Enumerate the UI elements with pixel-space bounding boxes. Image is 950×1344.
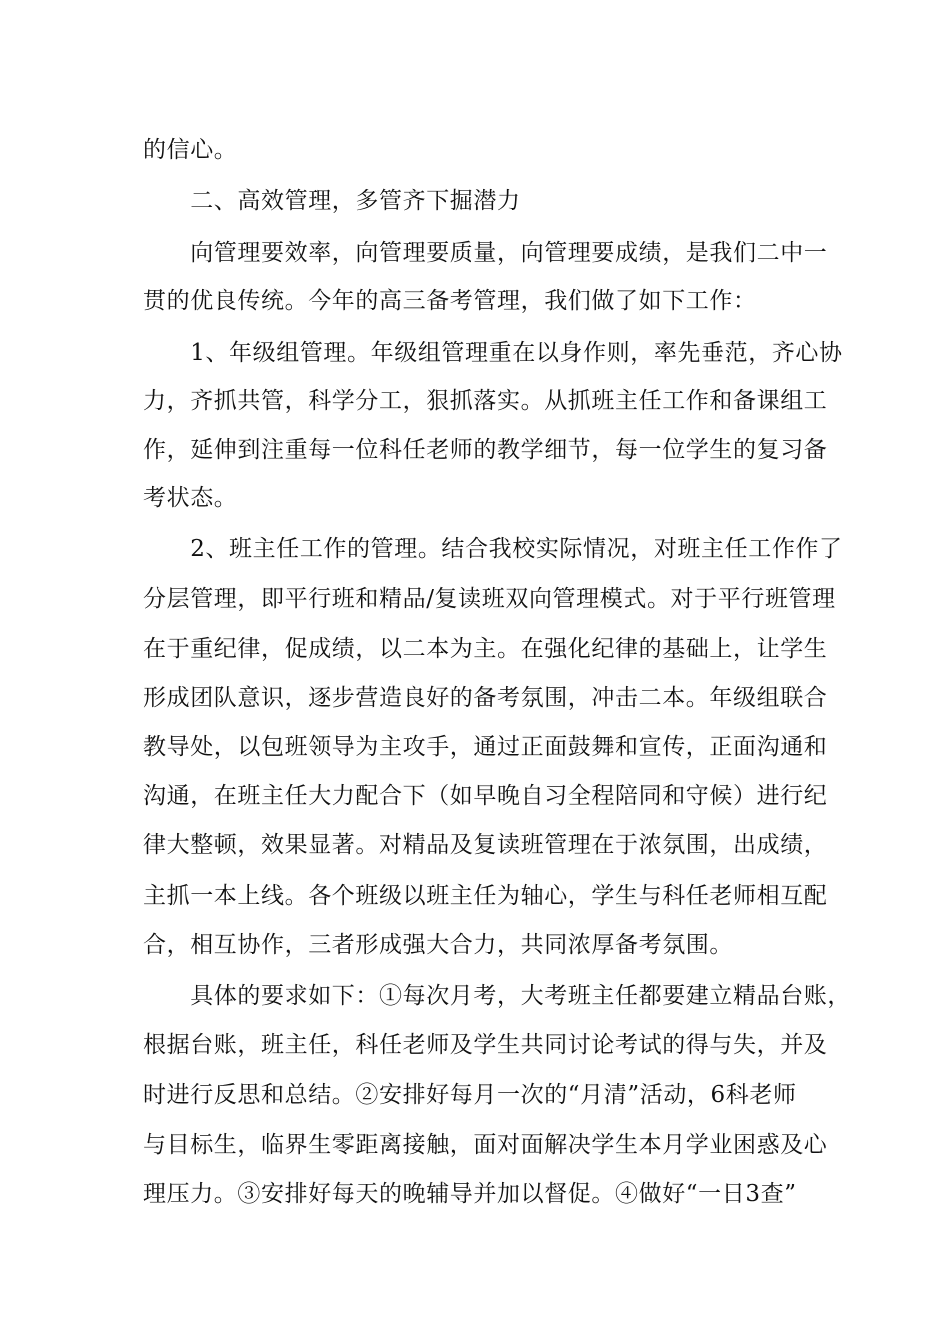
- text-line: 的信心。: [143, 137, 238, 163]
- text-line: 合，相互协作，三者形成强大合力，共同浓厚备考氛围。: [143, 932, 733, 958]
- text-line: 根据台账，班主任，科任老师及学生共同讨论考试的得与失，并及: [143, 1032, 828, 1058]
- text-line: 律大整顿，效果显著。对精品及复读班管理在于浓氛围，出成绩，: [143, 832, 828, 858]
- text-line: 作，延伸到注重每一位科任老师的教学细节，每一位学生的复习备: [143, 437, 828, 463]
- text-line: 沟通，在班主任大力配合下（如早晚自习全程陪同和守候）进行纪: [143, 783, 828, 809]
- text-line: 力，齐抓共管，科学分工，狠抓落实。从抓班主任工作和备课组工: [143, 388, 828, 414]
- text-line: 具体的要求如下：①每次月考，大考班主任都要建立精品台账，: [143, 983, 851, 1009]
- text-line: 时进行反思和总结。②安排好每月一次的“月清”活动，6科老师: [143, 1082, 797, 1108]
- text-line: 理压力。③安排好每天的晚辅导并加以督促。④做好“一日3查”: [143, 1181, 797, 1207]
- text-line: 形成团队意识，逐步营造良好的备考氛围，冲击二本。年级组联合: [143, 685, 828, 711]
- text-line: 2、班主任工作的管理。结合我校实际情况，对班主任工作作了: [143, 536, 843, 562]
- text-line: 与目标生，临界生零距离接触，面对面解决学生本月学业困惑及心: [143, 1132, 828, 1158]
- text-line: 1、年级组管理。年级组管理重在以身作则，率先垂范，齐心协: [143, 340, 843, 366]
- text-line: 主抓一本上线。各个班级以班主任为轴心，学生与科任老师相互配: [143, 883, 828, 909]
- text-line: 分层管理，即平行班和精品/复读班双向管理模式。对于平行班管理: [143, 586, 836, 612]
- text-line: 考状态。: [143, 485, 238, 511]
- text-line: 贯的优良传统。今年的高三备考管理，我们做了如下工作：: [143, 288, 757, 314]
- section-heading: 二、高效管理，多管齐下掘潜力: [143, 188, 521, 214]
- text-line: 向管理要效率，向管理要质量，向管理要成绩，是我们二中一: [143, 240, 828, 266]
- text-line: 教导处，以包班领导为主攻手，通过正面鼓舞和宣传，正面沟通和: [143, 734, 828, 760]
- text-line: 在于重纪律，促成绩，以二本为主。在强化纪律的基础上，让学生: [143, 636, 828, 662]
